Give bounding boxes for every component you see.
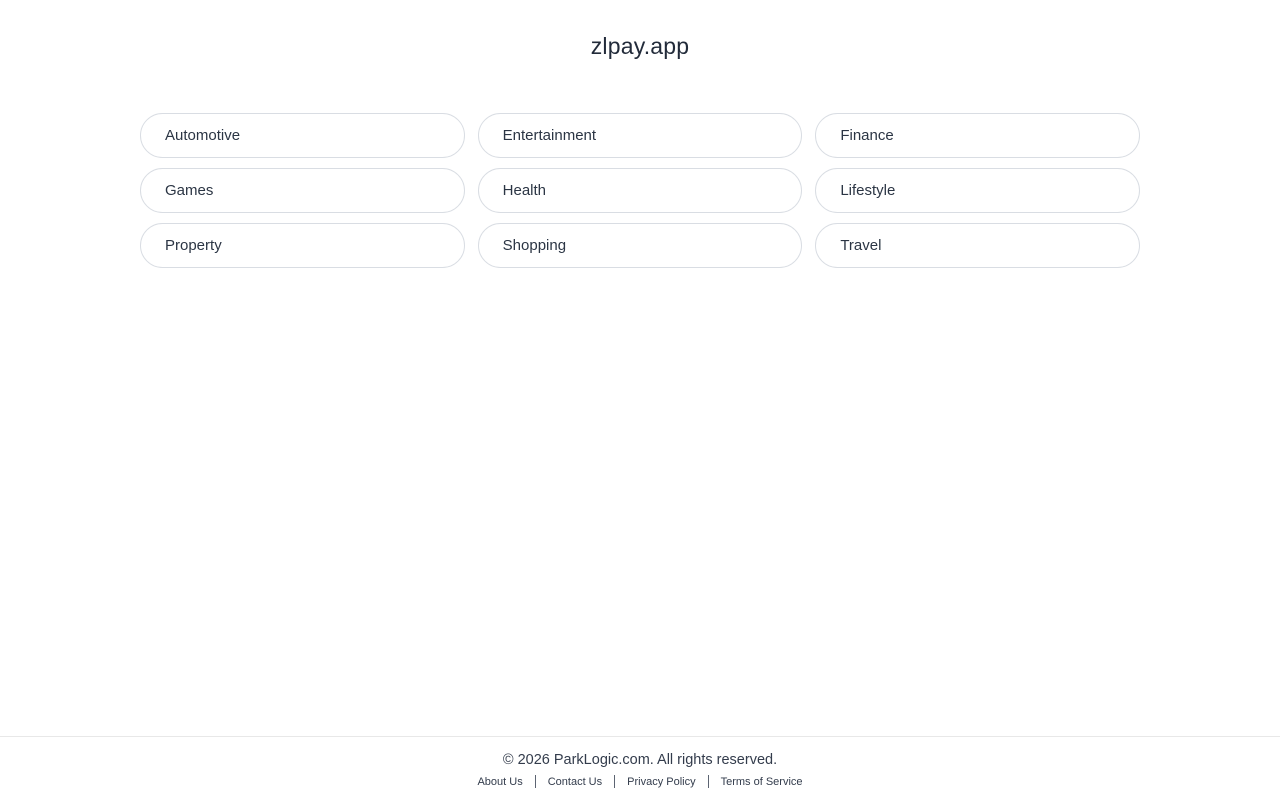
category-label: Automotive xyxy=(165,127,241,144)
copyright-text: © 2026 ParkLogic.com. All rights reserved. xyxy=(502,752,778,768)
category-link-property[interactable] xyxy=(140,223,465,268)
category-label: Property xyxy=(165,237,222,254)
category-link-finance[interactable] xyxy=(815,113,1140,158)
footer-link-about-us[interactable]: About Us xyxy=(477,775,523,788)
footer-link-terms-of-service[interactable]: Terms of Service xyxy=(720,775,803,788)
page-title: zlpay.app xyxy=(590,33,690,59)
category-label: Health xyxy=(502,182,547,199)
category-label: Travel xyxy=(840,237,882,254)
category-label: Lifestyle xyxy=(840,182,896,199)
category-label: Entertainment xyxy=(502,127,597,144)
footer-link-contact-us[interactable]: Contact Us xyxy=(547,775,603,788)
category-label: Games xyxy=(165,182,214,199)
footer-link-privacy-policy[interactable]: Privacy Policy xyxy=(627,775,696,788)
category-grid xyxy=(140,113,1140,268)
category-link-lifestyle[interactable] xyxy=(815,168,1140,213)
footer-links xyxy=(0,775,1280,788)
category-label: Finance xyxy=(840,127,894,144)
category-link-travel[interactable] xyxy=(815,223,1140,268)
site-header xyxy=(0,0,1280,60)
category-label: Shopping xyxy=(502,237,567,254)
category-link-health[interactable] xyxy=(478,168,803,213)
site-footer xyxy=(0,736,1280,800)
category-link-automotive[interactable] xyxy=(140,113,465,158)
category-link-entertainment[interactable] xyxy=(478,113,803,158)
category-link-shopping[interactable] xyxy=(478,223,803,268)
category-link-games[interactable] xyxy=(140,168,465,213)
main-content xyxy=(0,60,1280,736)
